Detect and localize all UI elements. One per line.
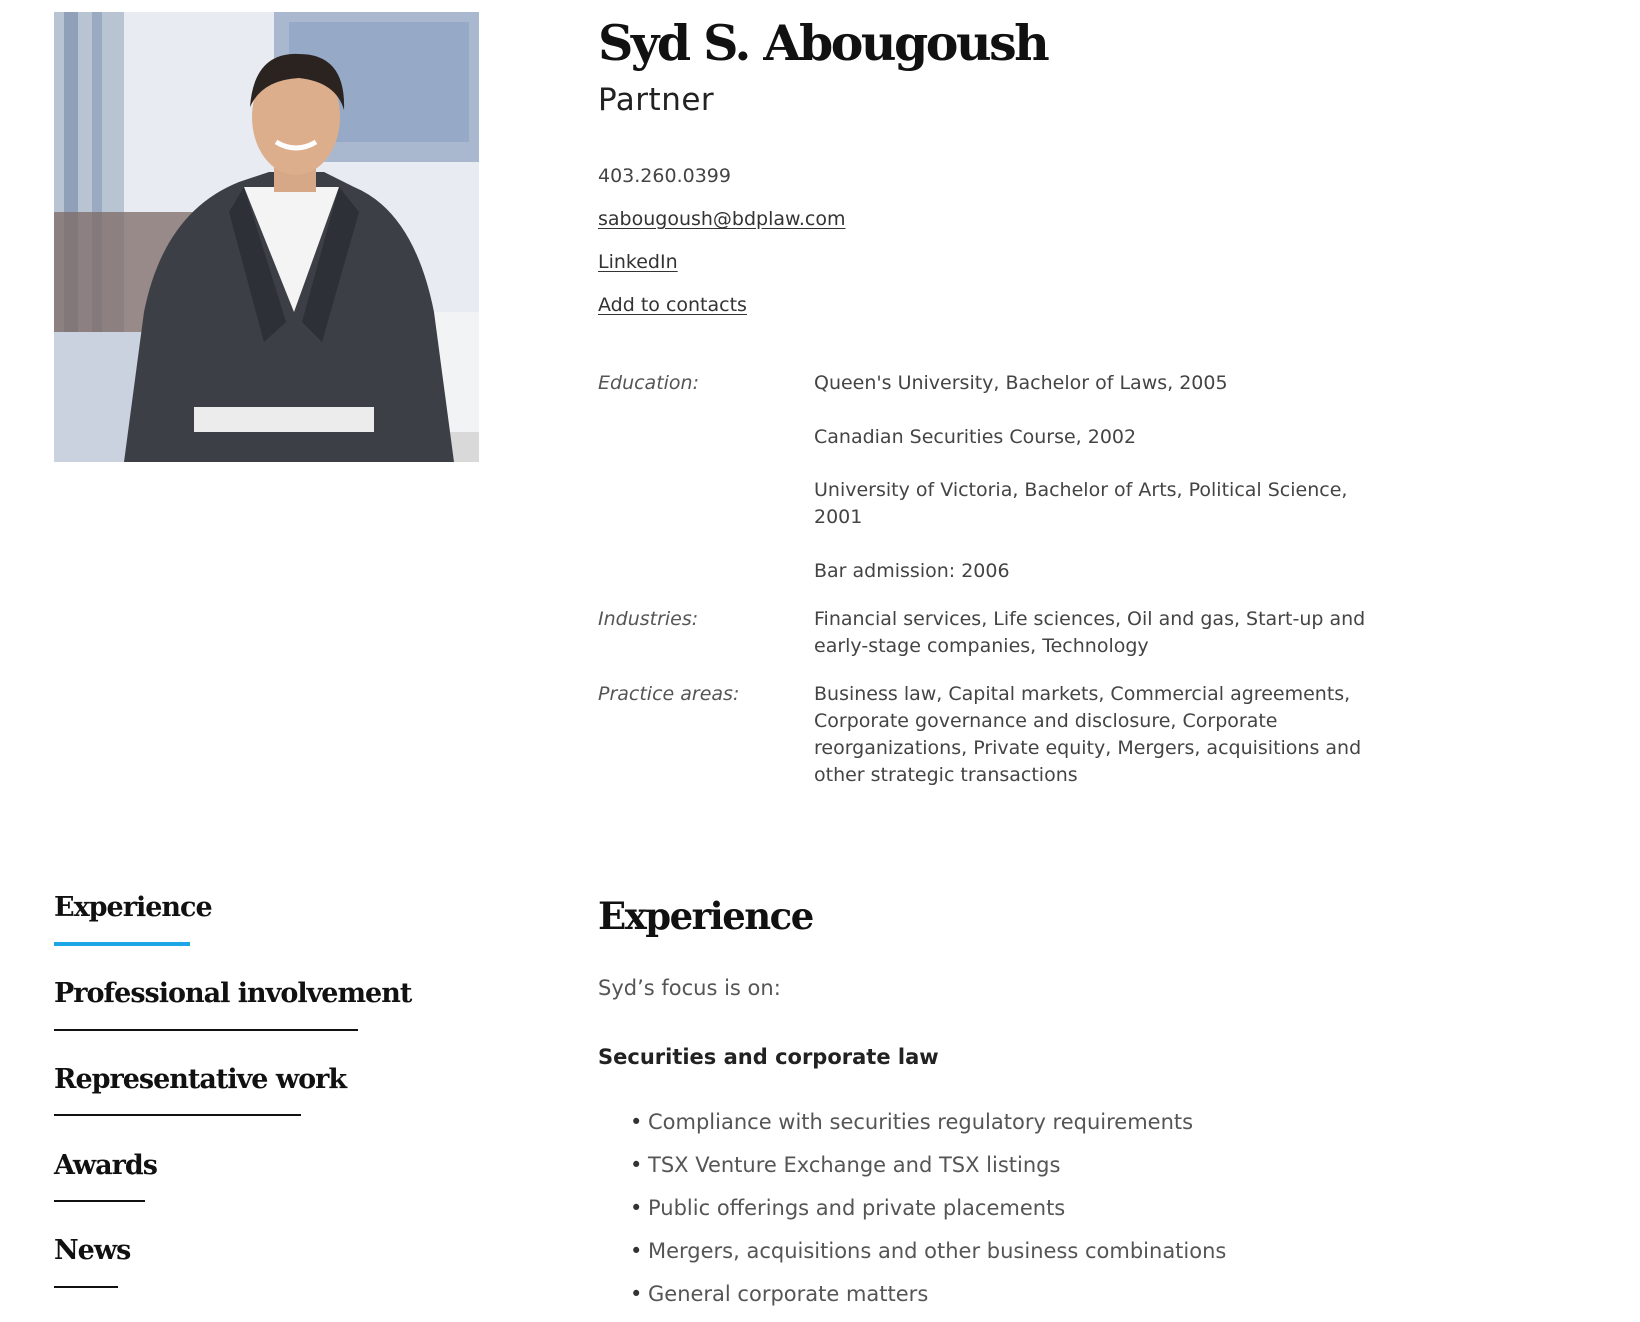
industries-label: Industries: [598, 608, 699, 630]
list-item-text: Mergers, acquisitions and other business combinations [648, 1239, 1227, 1263]
tab-news-underline [54, 1286, 118, 1288]
bullet-dot-icon: • [630, 1282, 643, 1306]
education-item: Bar admission: 2006 [814, 560, 1010, 582]
profile-photo [54, 12, 479, 462]
experience-heading: Experience [598, 894, 813, 938]
tab-awards[interactable]: Awards [54, 1150, 157, 1181]
bullet-dot-icon: • [630, 1239, 643, 1263]
list-item [630, 1153, 1060, 1177]
education-item: University of Victoria, Bachelor of Arts, Political Science, 2001 [814, 479, 1348, 528]
profile-name: Syd S. Abougoush [598, 14, 1048, 72]
bullet-dot-icon: • [630, 1153, 643, 1177]
list-item [630, 1239, 1226, 1263]
bullet-dot-icon: • [630, 1110, 643, 1134]
securities-corporate-law-heading: Securities and corporate law [598, 1045, 939, 1069]
tab-news[interactable]: News [54, 1235, 131, 1266]
tab-professional-involvement[interactable]: Professional involvement [54, 978, 412, 1009]
add-to-contacts-link[interactable]: Add to contacts [598, 294, 747, 316]
practice-areas-label: Practice areas: [598, 683, 740, 705]
list-item [630, 1110, 1193, 1134]
list-item-text: Compliance with securities regulatory requirements [648, 1110, 1194, 1134]
phone-number: 403.260.0399 [598, 165, 731, 187]
tab-experience-underline [54, 942, 190, 946]
industries-value: Financial services, Life sciences, Oil and gas, Start-up and early-stage companies, Technology [814, 608, 1366, 657]
list-item-text: Public offerings and private placements [648, 1196, 1066, 1220]
tab-representative-work[interactable]: Representative work [54, 1064, 347, 1095]
experience-intro: Syd’s focus is on: [598, 976, 781, 1000]
linkedin-link[interactable]: LinkedIn [598, 251, 678, 273]
tab-awards-underline [54, 1200, 145, 1202]
email-link[interactable]: sabougoush@bdplaw.com [598, 208, 846, 230]
bullet-dot-icon: • [630, 1196, 643, 1220]
list-item-text: General corporate matters [648, 1282, 929, 1306]
education-item: Canadian Securities Course, 2002 [814, 426, 1137, 448]
tab-representative-work-underline [54, 1114, 301, 1116]
list-item [630, 1282, 928, 1306]
practice-areas-value: Business law, Capital markets, Commercial agreements, Corporate governance and disclosure, Corporate reorganizations, Private equity, Mergers, acquisitions and other strategic transactions [814, 683, 1362, 786]
list-item-text: TSX Venture Exchange and TSX listings [648, 1153, 1061, 1177]
profile-title: Partner [598, 82, 715, 118]
tab-professional-involvement-underline [54, 1029, 358, 1031]
education-label: Education: [598, 372, 699, 394]
list-item [630, 1196, 1065, 1220]
tab-experience[interactable]: Experience [54, 892, 212, 923]
education-item: Queen's University, Bachelor of Laws, 2005 [814, 372, 1228, 394]
